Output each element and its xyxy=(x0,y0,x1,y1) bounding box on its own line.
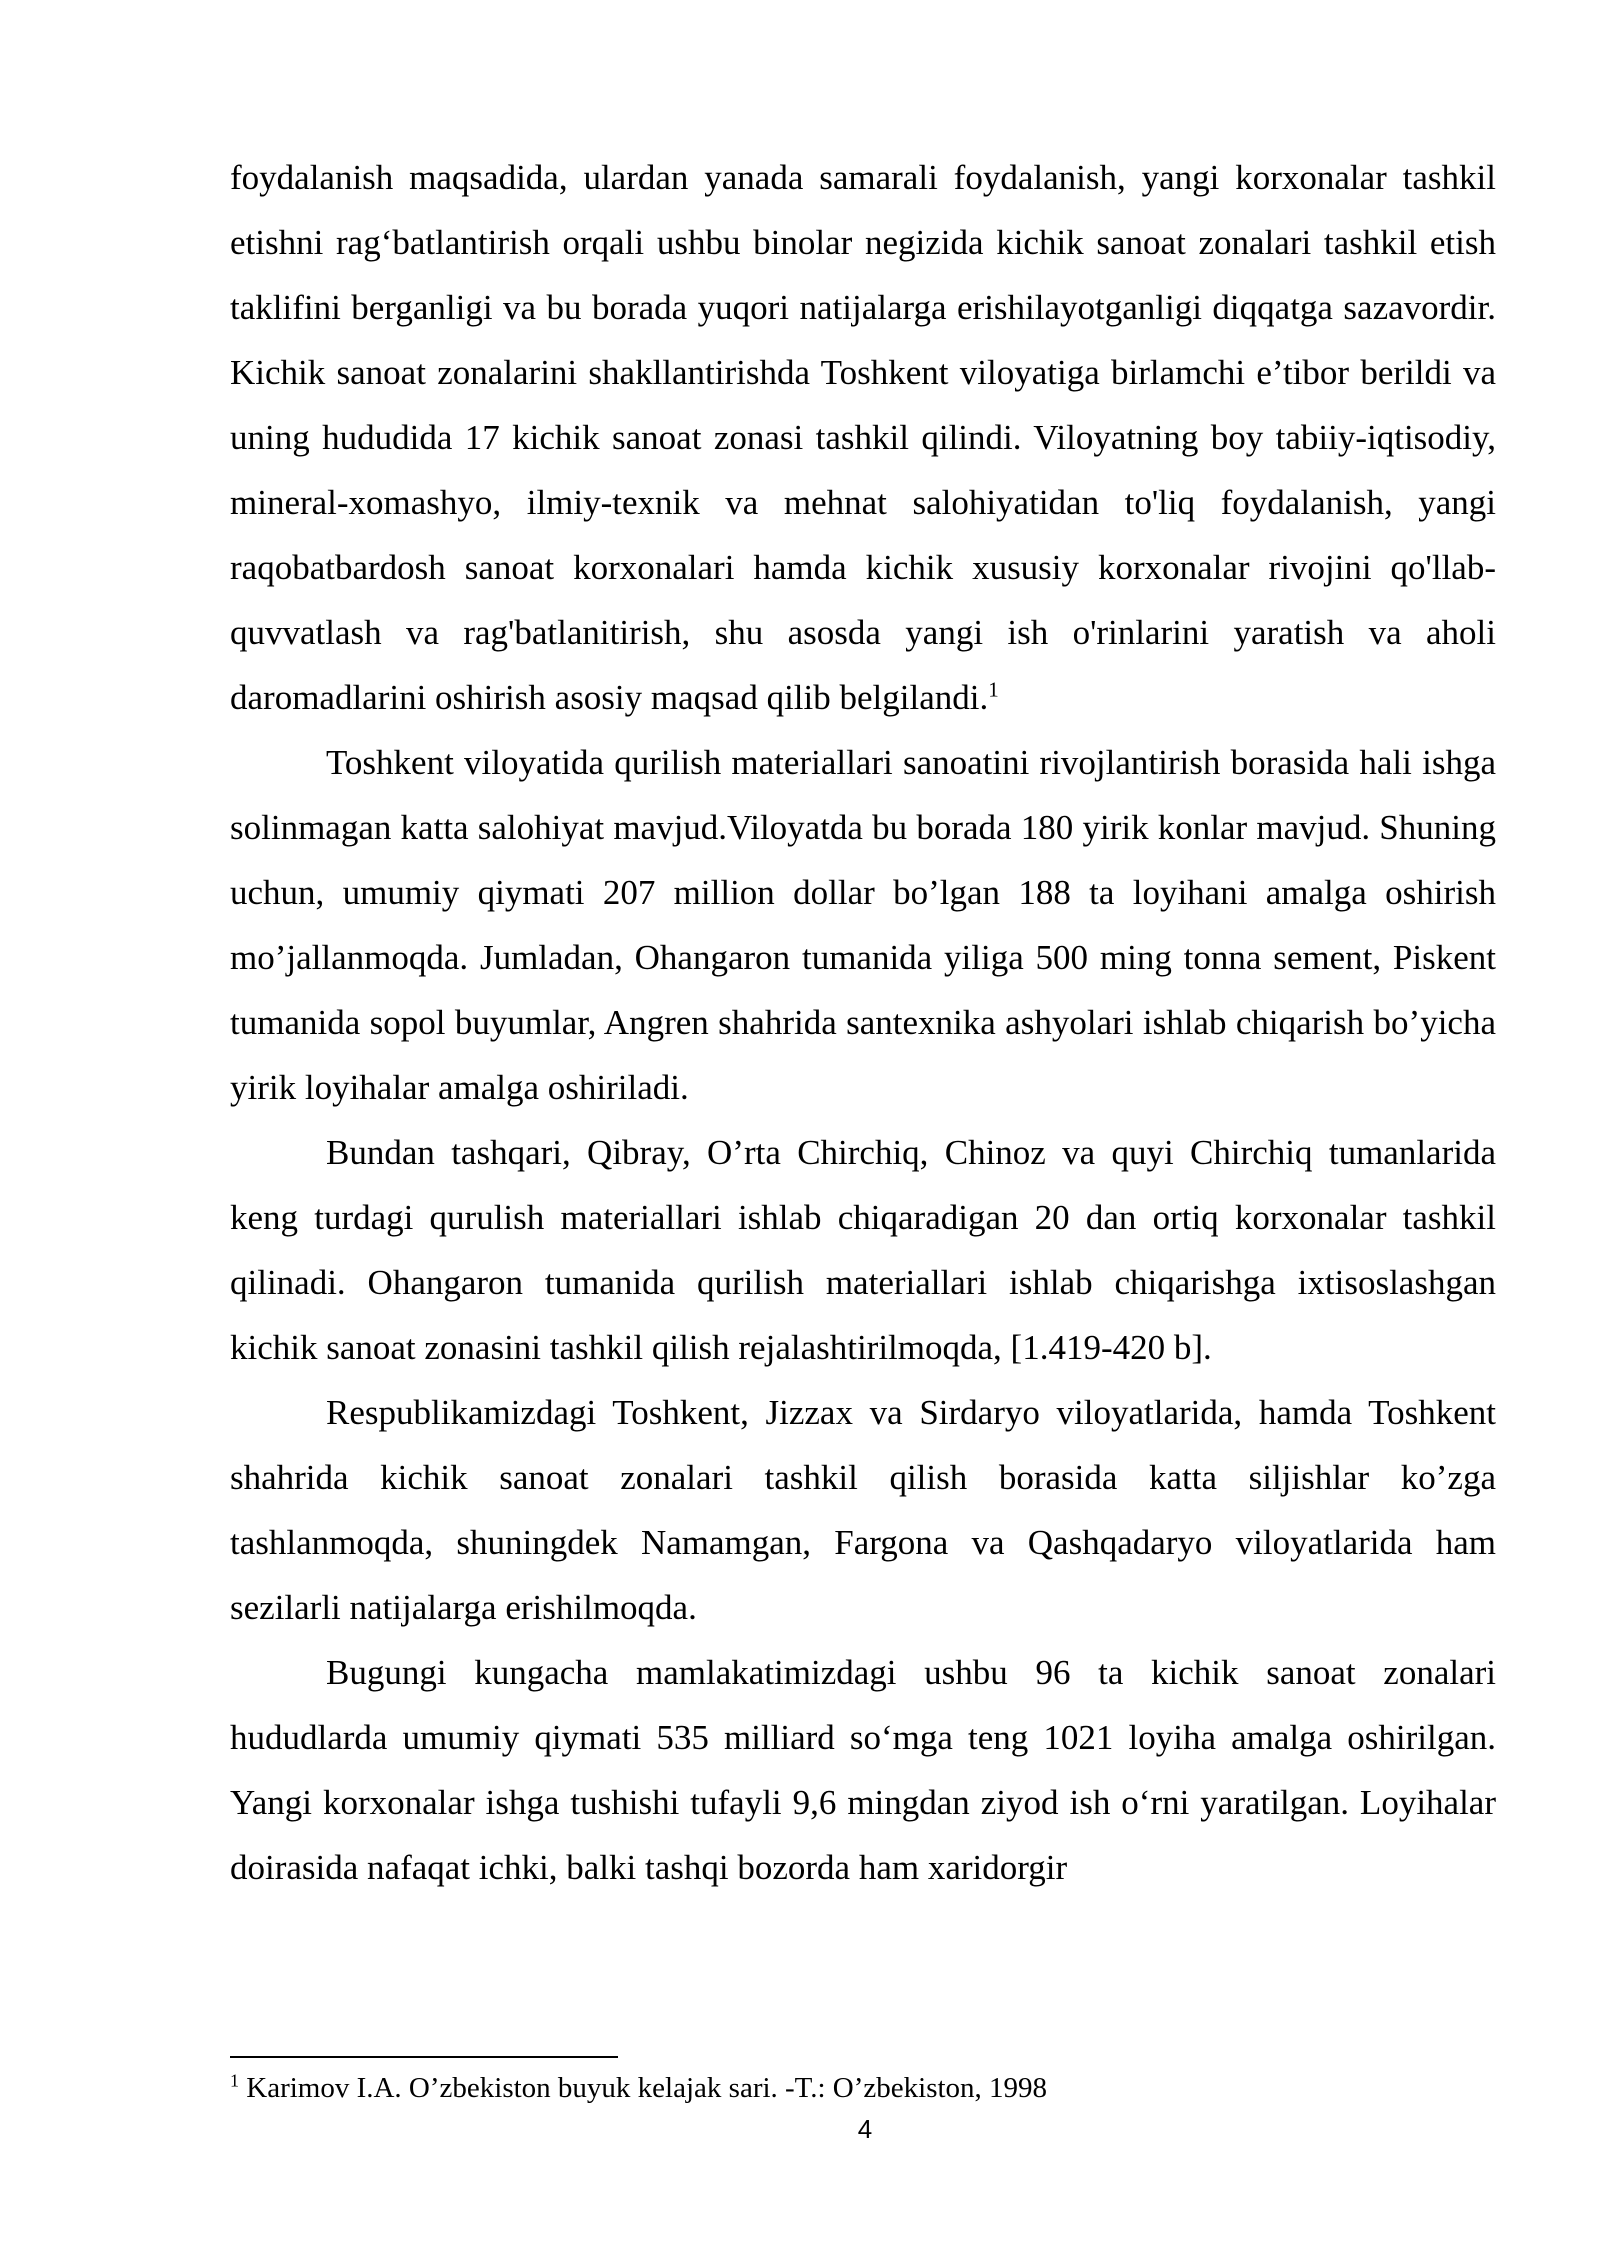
footnote-reference[interactable]: 1 xyxy=(988,677,999,702)
footnote-mark: 1 xyxy=(230,2070,239,2091)
paragraph-4: Respublikamizdagi Toshkent, Jizzax va Sirdaryo viloyatlarida, hamda Toshkent shahrida kichik sanoat zonalari tashkil qilish borasida katta siljishlar ko’zga tashlanmoqda, shuningdek Namamgan, Fargona va Qashqadaryo viloyatlarida ham sezilarli natijalarga erishilmoqda. xyxy=(230,1393,1496,1627)
paragraph-2: Toshkent viloyatida qurilish materiallari sanoatini rivojlantirish borasida hali ishga solinmagan katta salohiyat mavjud.Viloyatda bu borada 180 yirik konlar mavjud. Shuning uchun, umumiy qiymati 207 million dollar bo’lgan 188 ta loyihani amalga oshirish mo’jallanmoqda. Jumladan, Ohangaron tumanida yiliga 500 ming tonna sement, Piskent tumanida sopol buyumlar, Angren shahrida santexnika ashyolari ishlab chiqarish bo’yicha yirik loyihalar amalga oshiriladi. xyxy=(230,743,1496,1107)
page-number: 4 xyxy=(857,2114,873,2144)
body-text xyxy=(230,145,1496,1900)
footnote-separator xyxy=(230,2056,618,2058)
paragraph-3: Bundan tashqari, Qibray, O’rta Chirchiq, Chinoz va quyi Chirchiq tumanlarida keng turdagi qurulish materiallari ishlab chiqaradigan 20 dan ortiq korxonalar tashkil qilinadi. Ohangaron tumanida qurilish materiallari ishlab chiqarishga ixtisoslashgan kichik sanoat zonasini tashkil qilish rejalashtirilmoqda, [1.419-420 b]. xyxy=(230,1133,1496,1367)
footnote xyxy=(230,2070,1496,2106)
paragraph-5: Bugungi kungacha mamlakatimizdagi ushbu 96 ta kichik sanoat zonalari hududlarda umumiy qiymati 535 milliard so‘mga teng 1021 loyiha amalga oshirilgan. Yangi korxonalar ishga tushishi tufayli 9,6 mingdan ziyod ish o‘rni yaratilgan. Loyihalar doirasida nafaqat ichki, balki tashqi bozorda ham xaridorgir xyxy=(230,1653,1496,1887)
paragraph-1 xyxy=(230,145,1496,730)
paragraph-1-text: foydalanish maqsadida, ulardan yanada samarali foydalanish, yangi korxonalar tashkil etishni rag‘batlantirish orqali ushbu binolar negizida kichik sanoat zonalari tashkil etish taklifini berganligi va bu borada yuqori natijalarga erishilayotganligi diqqatga sazavordir. Kichik sanoat zonalarini shakllantirishda Toshkent viloyatiga birlamchi e’tibor berildi va uning hududida 17 kichik sanoat zonasi tashkil qilindi. Viloyatning boy tabiiy-iqtisodiy, mineral-xomashyo, ilmiy-texnik va mehnat salohiyatidan to'liq foydalanish, yangi raqobatbardosh sanoat korxonalari hamda kichik xususiy korxonalar rivojini qo'llab-quvvatlash va rag'batlanitirish, shu asosda yangi ish o'rinlarini yaratish va aholi daromadlarini oshirish asosiy maqsad qilib belgilandi. xyxy=(230,158,1496,717)
footnote-text: Karimov I.A. O’zbekiston buyuk kelajak sari. -T.: O’zbekiston, 1998 xyxy=(239,2072,1048,2104)
